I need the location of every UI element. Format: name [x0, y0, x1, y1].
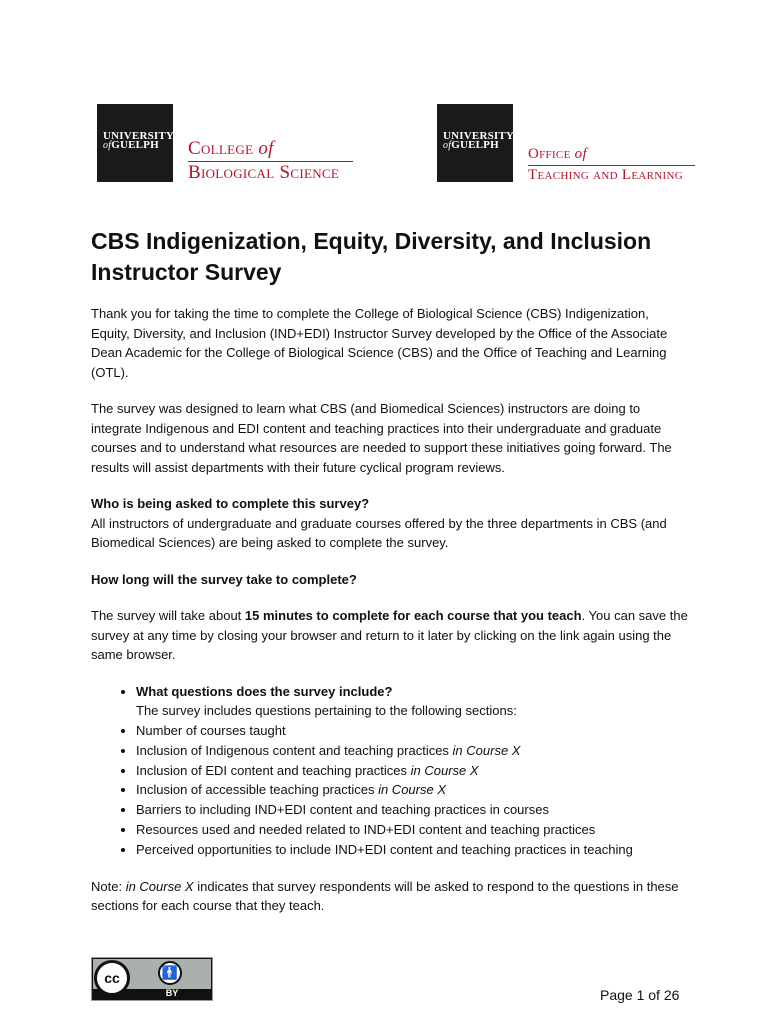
list-item: • Perceived opportunities to include IND+EDI content and teaching practices in teaching [136, 840, 691, 860]
university-of-guelph-logo [97, 104, 173, 182]
intro-paragraph: Thank you for taking the time to complete the College of Biological Science (CBS) Indigenization, Equity, Diversity, and Inclusion (IND+EDI) Instructor Survey developed by the Office of the Associate Dean Academic for the College of Biological Science (CBS) and the Office of Teaching and Learning (OTL). [91, 306, 668, 380]
list-item: • Inclusion of Indigenous content and teaching practices in Course X [136, 741, 691, 761]
document-title: CBS Indigenization, Equity, Diversity, and Inclusion Instructor Survey [91, 228, 652, 285]
list-item [136, 682, 691, 722]
list-item: • Resources used and needed related to IND+EDI content and teaching practices [136, 820, 691, 840]
university-of-guelph-logo-2 [437, 104, 513, 182]
list-item: • Inclusion of EDI content and teaching practices in Course X [136, 761, 691, 781]
university-wordmark: UNIVERSITY ofGUELPH [103, 130, 175, 151]
sections-intro: The survey includes questions pertaining to the following sections: [136, 703, 517, 719]
page-number: Page 1 of 26 [600, 987, 680, 1003]
attribution-person-icon: 🚹 [158, 961, 182, 985]
cc-icon: cc [94, 960, 130, 996]
purpose-paragraph: The survey was designed to learn what CBS (and Biomedical Sciences) instructors are doing to integrate Indigenous and EDI content and teaching practices into their undergraduate and graduate courses and to understand what resources are needed to support these initiatives going forward. The results will assist departments with their future cyclical program reviews. [91, 401, 672, 475]
sections-question: What questions does the survey include? [136, 683, 393, 699]
duration-paragraph: The survey will take about 15 minutes to complete for each course that you teach. You can save the survey at any time by closing your browser and return to it later by clicking on the link again using the same browser. [91, 608, 688, 662]
who-section [91, 494, 691, 553]
document-body [91, 226, 691, 933]
how-long-question: How long will the survey take to complete? [91, 571, 357, 587]
university-wordmark-2: UNIVERSITY ofGUELPH [443, 130, 515, 151]
sections-list [91, 682, 691, 860]
note-paragraph: Note: in Course X indicates that survey respondents will be asked to respond to the questions in these sections for each course that they teach. [91, 878, 679, 914]
list-item: • Number of courses taught [136, 721, 691, 741]
list-item: • Barriers to including IND+EDI content and teaching practices in courses [136, 800, 691, 820]
who-question: Who is being asked to complete this survey? [91, 496, 370, 511]
logo-rule-2 [528, 165, 695, 166]
duration-emphasis: 15 minutes to complete for each course that you teach [244, 608, 582, 623]
creative-commons-by-badge [91, 957, 213, 1001]
who-answer: All instructors of undergraduate and graduate courses offered by the three departments in CBS (and Biomedical Sciences) are being asked to complete the survey. [91, 515, 667, 550]
by-label: BY [165, 988, 179, 998]
college-of-biological-science-wordmark: College of Biological Science [188, 139, 353, 183]
list-item: • Inclusion of accessible teaching practices in Course X [136, 780, 691, 800]
office-of-teaching-and-learning-wordmark: Office of Teaching and Learning [528, 146, 695, 184]
